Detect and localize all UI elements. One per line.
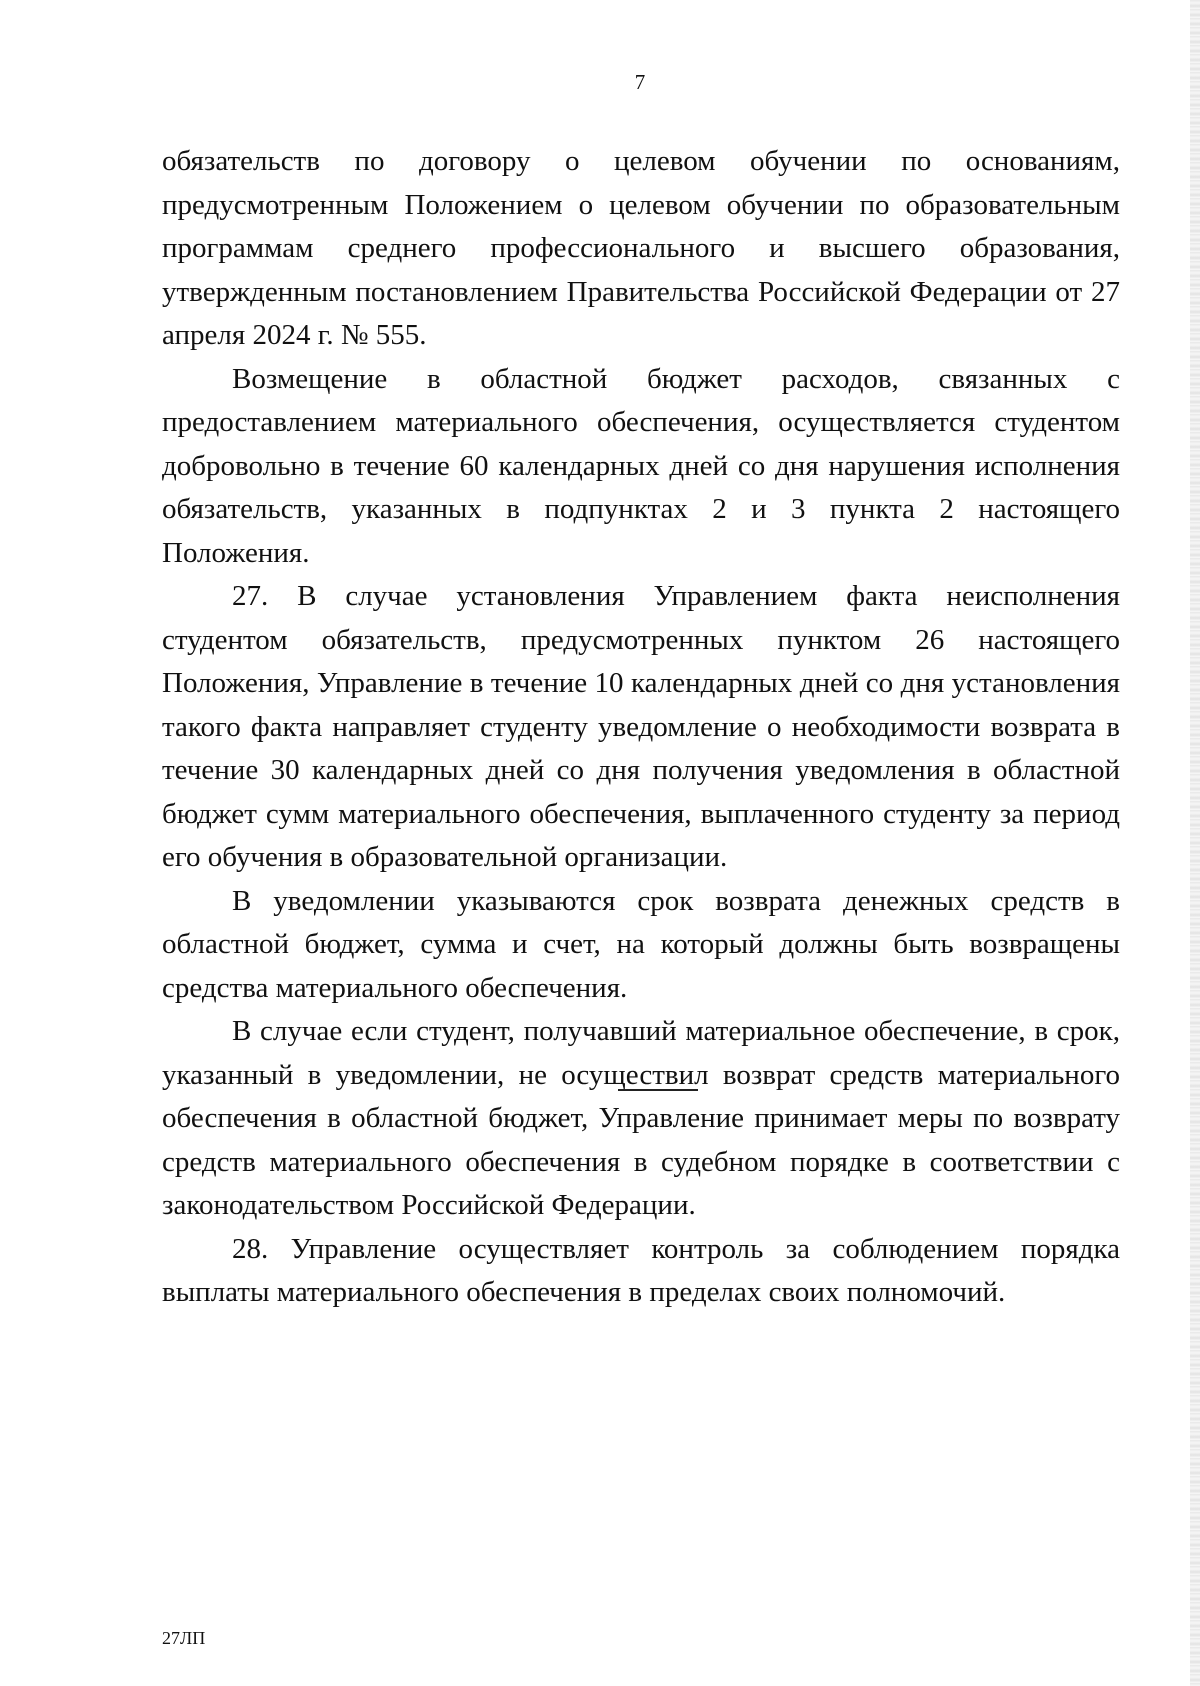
paragraph-clause-27: 27. В случае установления Управлением факта неисполнения студентом обязательств, предусмотренных пунктом 26 настоящего Положения, Управление в течение 10 календарных дней со дня установления такого факта направляет студенту уведомление о необходимости возврата в течение 30 календарных дней со дня получения уведомления в областной бюджет сумм материального обеспечения, выплаченного студенту за период его обучения в образовательной организации. bbox=[162, 580, 1120, 873]
document-code: 27ЛП bbox=[162, 1628, 206, 1648]
paragraph-court-recovery: В случае если студент, получавший материальное обеспечение, в срок, указанный в уведомлении, не осуществил возврат средств материального обеспечения в областной бюджет, Управление принимает меры по возврату средств материального обеспечения в судебном порядке в соответствии с законодательством Российской Федерации. bbox=[162, 1015, 1120, 1221]
document-body bbox=[162, 140, 1120, 1315]
paragraph-notification: В уведомлении указываются срок возврата денежных средств в областной бюджет, сумма и счет, на который должны быть возвращены средства материального обеспечения. bbox=[162, 884, 1120, 1004]
scan-edge bbox=[1190, 0, 1200, 1686]
end-of-text-rule bbox=[618, 1089, 698, 1091]
paragraph-reimbursement: Возмещение в областной бюджет расходов, связанных с предоставлением материального обеспечения, осуществляется студентом добровольно в течение 60 календарных дней со дня нарушения исполнения обязательств, указанных в подпунктах 2 и 3 пункта 2 настоящего Положения. bbox=[162, 362, 1120, 569]
paragraph-clause-28: 28. Управление осуществляет контроль за соблюдением порядка выплаты материального обеспечения в пределах своих полномочий. bbox=[162, 1232, 1120, 1308]
paragraph-continuation: обязательств по договору о целевом обучении по основаниям, предусмотренным Положением о целевом обучении по образовательным программам среднего профессионального и высшего образования, утвержденным постановлением Правительства Российской Федерации от 27 апреля 2024 г. № 555. bbox=[162, 145, 1120, 351]
page-number: 7 bbox=[634, 70, 646, 94]
